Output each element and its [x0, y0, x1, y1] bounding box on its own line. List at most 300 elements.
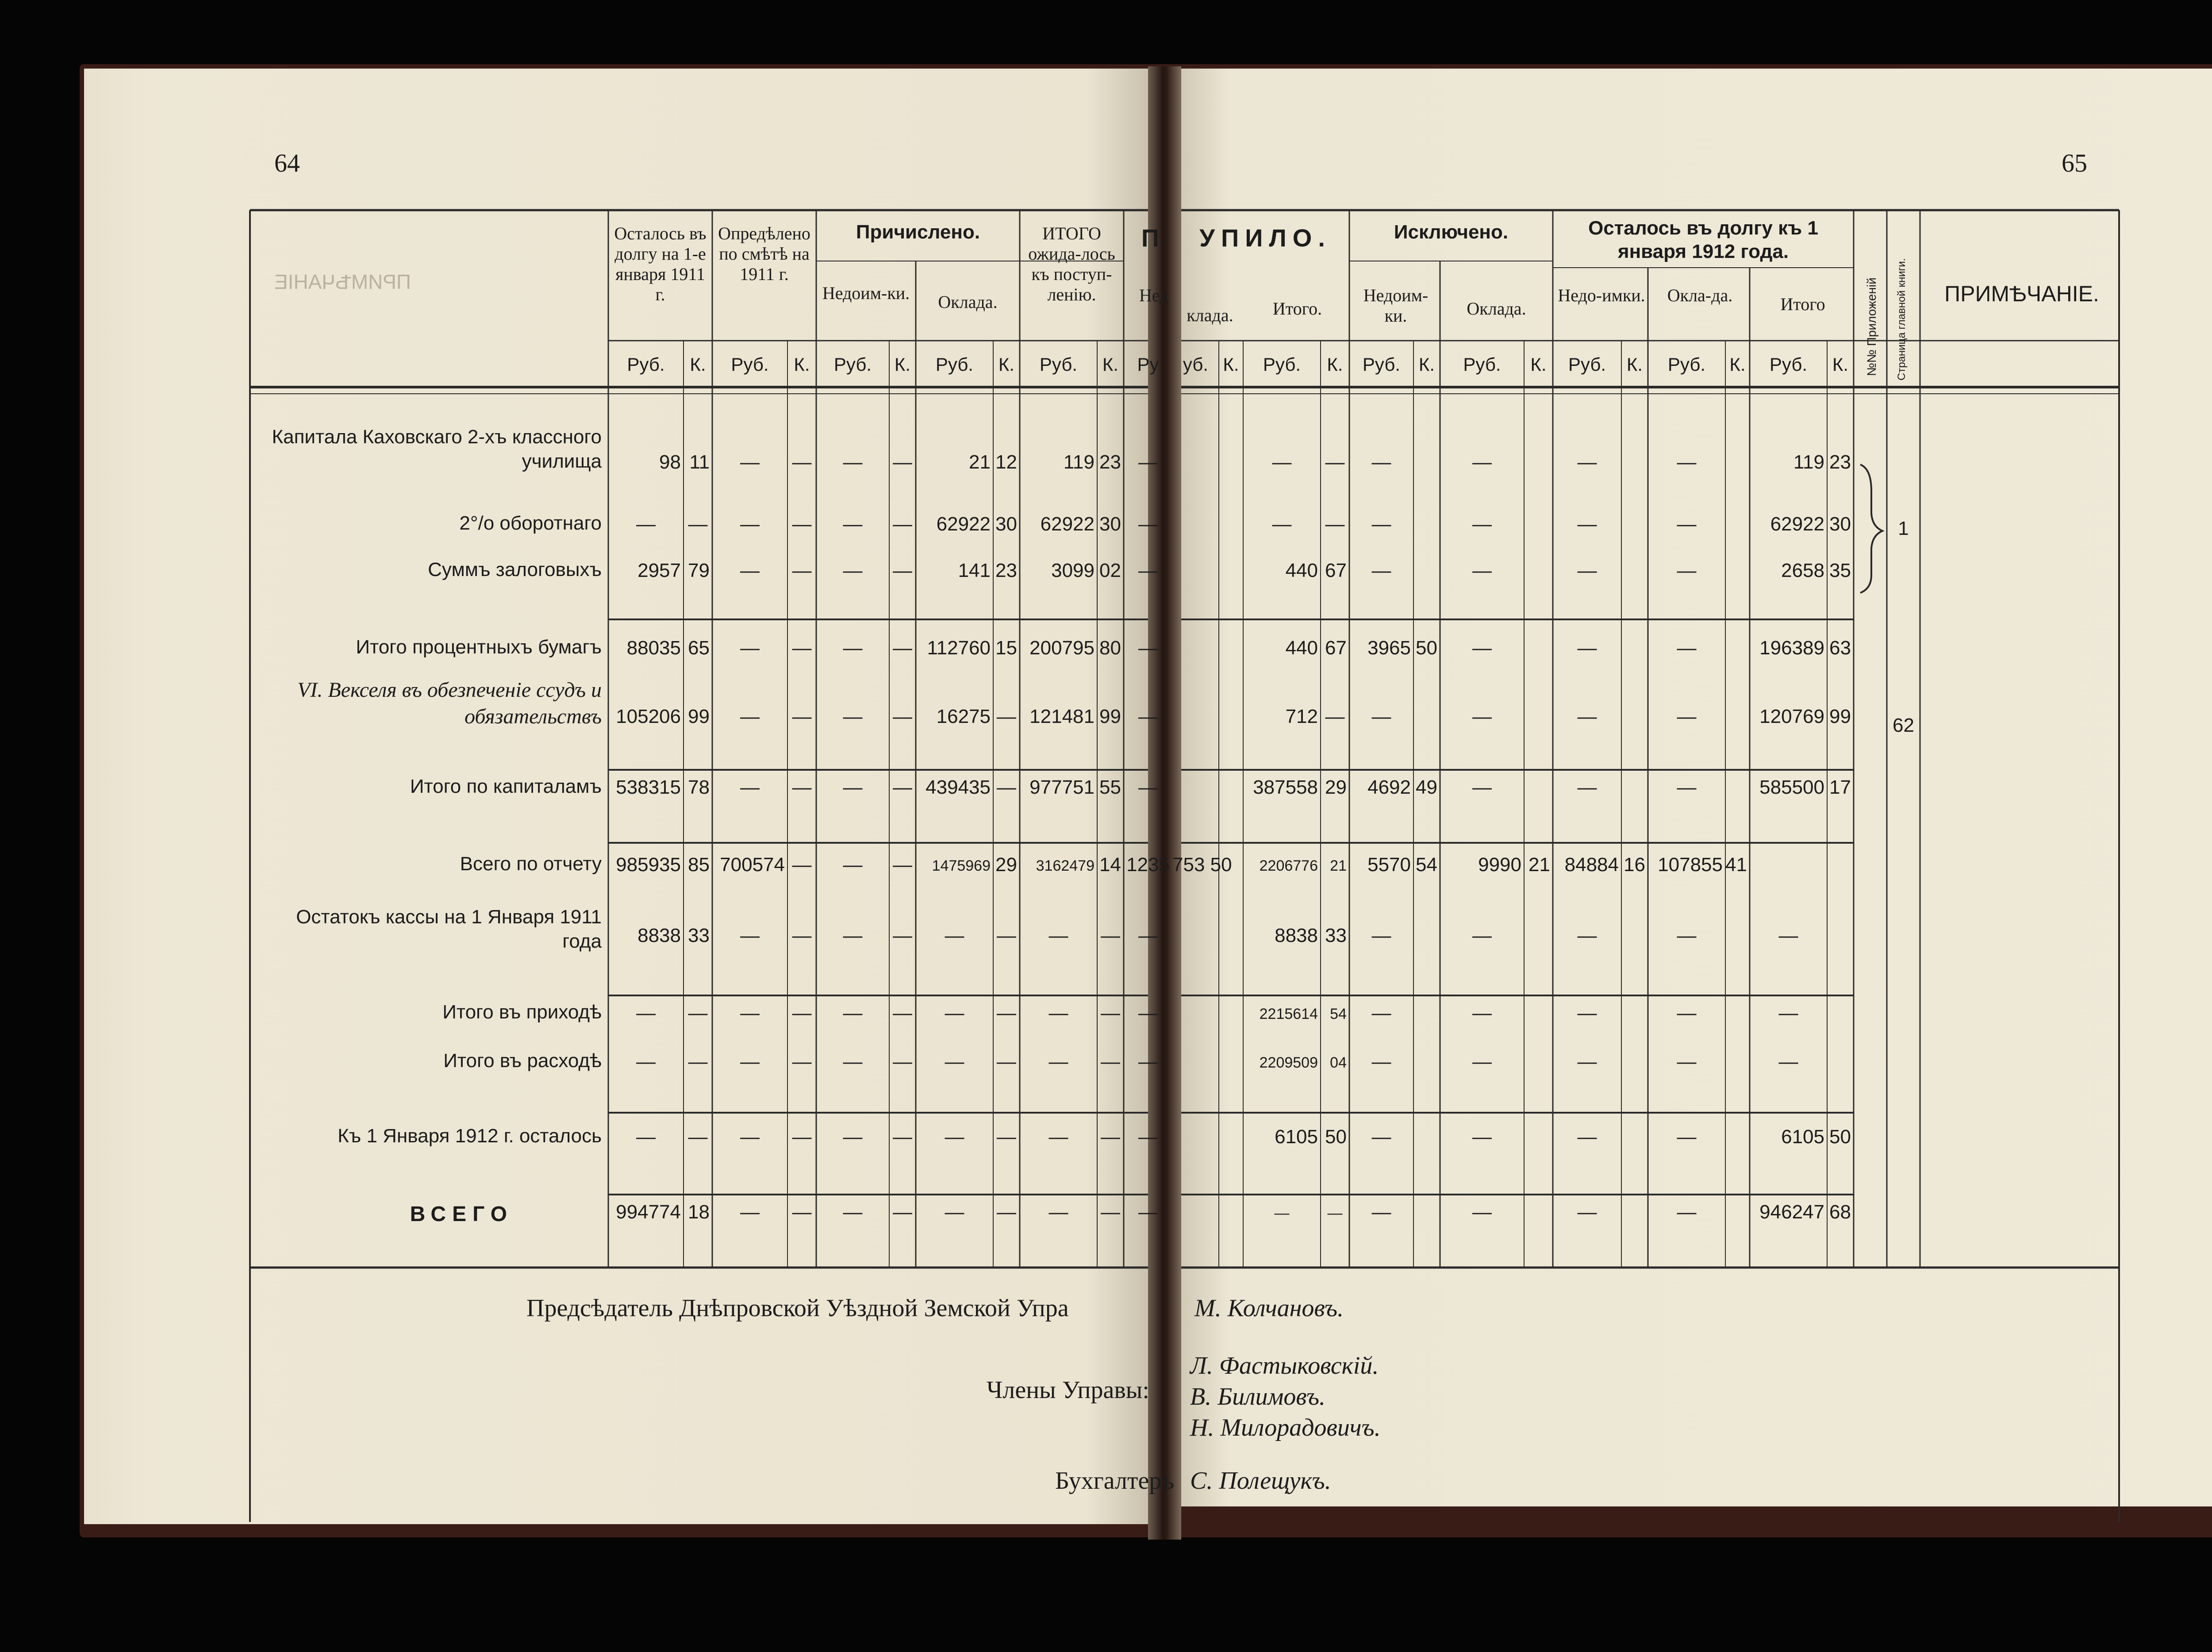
- chairman-name: М. Колчановъ.: [1194, 1295, 1344, 1322]
- unit-label: К.: [1729, 354, 1746, 375]
- table-cell: —: [945, 1002, 964, 1024]
- table-cell: —: [1138, 560, 1158, 581]
- table-cell: 23: [995, 560, 1017, 581]
- table-cell: 49: [1416, 776, 1437, 798]
- table-cell: —: [843, 451, 863, 473]
- table-cell: 68: [1829, 1201, 1851, 1223]
- table-cell: —: [1371, 451, 1391, 473]
- table-cell: —: [688, 1126, 708, 1148]
- table-cell: 54: [1416, 854, 1437, 876]
- table-cell: 387558: [1253, 776, 1318, 798]
- table-cell: 02: [1099, 560, 1121, 581]
- unit-label: Руб.: [1039, 354, 1078, 375]
- table-cell: —: [1274, 1205, 1290, 1222]
- table-cell: —: [792, 1126, 812, 1148]
- table-cell: 120769: [1759, 706, 1824, 727]
- table-cell: —: [843, 560, 863, 581]
- table-cell: 141: [958, 560, 991, 581]
- table-cell: —: [740, 1126, 760, 1148]
- member-1: Л. Фастыковскій.: [1190, 1352, 1379, 1379]
- table-cell: —: [1272, 513, 1292, 535]
- member-3: Н. Милорадовичъ.: [1190, 1414, 1381, 1441]
- row-label: 2°/о оборотнаго: [459, 512, 602, 534]
- table-cell: —: [843, 854, 863, 876]
- table-cell: —: [997, 1051, 1016, 1072]
- table-cell: —: [1577, 560, 1597, 581]
- header-oklada2: Окла-да.: [1667, 285, 1733, 305]
- table-cell: 2209509: [1259, 1054, 1318, 1071]
- table-cell: —: [1472, 1201, 1492, 1223]
- table-cell: —: [1472, 513, 1492, 535]
- table-cell: 439435: [926, 776, 991, 798]
- table-cell: —: [843, 776, 863, 798]
- table-cell: —: [1577, 513, 1597, 535]
- unit-label: Руб.: [627, 354, 665, 375]
- unit-label: Руб.: [833, 354, 872, 375]
- table-cell: 50: [1325, 1126, 1347, 1148]
- table-cell: 21: [1528, 854, 1550, 876]
- table-cell: —: [792, 560, 812, 581]
- header-postupilo-right: УПИЛО.: [1199, 224, 1331, 252]
- table-cell: —: [843, 1201, 863, 1223]
- table-cell: —: [1577, 925, 1597, 946]
- table-cell: 2215614: [1259, 1006, 1318, 1022]
- table-cell: —: [997, 776, 1016, 798]
- unit-label: К.: [1530, 354, 1547, 375]
- table-cell: 85: [688, 854, 710, 876]
- table-cell: 585500: [1759, 776, 1824, 798]
- table-cell: 121481: [1029, 706, 1094, 727]
- page-number-right: 65: [2062, 149, 2087, 177]
- table-cell: 16: [1624, 854, 1645, 876]
- table-cell: —: [1677, 1051, 1697, 1072]
- table-cell: 99: [1829, 706, 1851, 727]
- table-cell: —: [1371, 560, 1391, 581]
- table-cell: —: [1138, 637, 1158, 659]
- table-cell: 62922: [1770, 513, 1824, 535]
- header-nedoimki: Недоим-ки.: [822, 283, 910, 303]
- table-cell: 80: [1099, 637, 1121, 659]
- unit-label: Руб.: [1667, 354, 1706, 375]
- table-cell: —: [636, 513, 656, 535]
- table-cell: —: [740, 560, 760, 581]
- table-cell: 33: [1325, 925, 1347, 946]
- table-cell: —: [893, 451, 912, 473]
- table-cell: —: [1577, 1201, 1597, 1223]
- table-cell: —: [688, 1002, 708, 1024]
- table-cell: —: [945, 925, 964, 946]
- table-cell: —: [1048, 1126, 1068, 1148]
- table-cell: —: [1371, 925, 1391, 946]
- table-cell: —: [740, 451, 760, 473]
- table-cell: 538315: [616, 776, 681, 798]
- table-cell: —: [1677, 1002, 1697, 1024]
- table-cell: —: [636, 1002, 656, 1024]
- table-cell: 4692: [1367, 776, 1411, 798]
- table-cell: 440: [1285, 637, 1318, 659]
- table-cell: —: [740, 1002, 760, 1024]
- table-cell: 3965: [1367, 637, 1411, 659]
- header-isklyucheno: Исключено.: [1394, 221, 1509, 243]
- header-oklada-fragment: клада.: [1187, 305, 1233, 325]
- header-nedoimki-iskl: Недоим-ки.: [1363, 285, 1429, 326]
- table-cell: —: [1138, 925, 1158, 946]
- table-cell: —: [843, 706, 863, 727]
- table-cell: 99: [1099, 706, 1121, 727]
- table-cell: —: [1472, 560, 1492, 581]
- table-cell: 67: [1325, 637, 1347, 659]
- table-cell: 35: [1829, 560, 1851, 581]
- table-cell: —: [792, 1051, 812, 1072]
- table-cell: —: [1371, 1126, 1391, 1148]
- table-cell: 79: [688, 560, 710, 581]
- table-cell: 8838: [1275, 925, 1318, 946]
- unit-label: К.: [690, 354, 706, 375]
- table-cell: —: [740, 1201, 760, 1223]
- table-cell: 3162479: [1036, 857, 1094, 874]
- table-cell: 65: [688, 637, 710, 659]
- table-cell: —: [1138, 513, 1158, 535]
- table-cell: —: [1048, 1201, 1068, 1223]
- table-cell: —: [945, 1201, 964, 1223]
- table-cell: 1475969: [932, 857, 991, 874]
- table-cell: —: [1677, 706, 1697, 727]
- table-cell: —: [843, 637, 863, 659]
- table-cell: —: [843, 1002, 863, 1024]
- table-cell: —: [1677, 451, 1697, 473]
- table-cell: 29: [1325, 776, 1347, 798]
- table-cell: —: [1371, 706, 1391, 727]
- row-label: Итого процентныхъ бумагъ: [356, 636, 602, 658]
- header-stranica: Страница главной книги.: [1896, 258, 1908, 380]
- header-prilozh: №№ Приложеній: [1865, 277, 1878, 376]
- table-cell: —: [997, 1126, 1016, 1148]
- table-cell: 84884: [1564, 854, 1619, 876]
- table-cell: —: [1101, 1201, 1120, 1223]
- table-cell: —: [843, 1126, 863, 1148]
- table-cell: —: [1101, 1126, 1120, 1148]
- table-cell: —: [792, 513, 812, 535]
- table-cell: —: [1577, 637, 1597, 659]
- table-cell: —: [893, 637, 912, 659]
- table-cell: —: [1472, 1051, 1492, 1072]
- unit-label: К.: [1102, 354, 1119, 375]
- row-label: ВСЕГО: [410, 1203, 513, 1226]
- table-cell: 17: [1829, 776, 1851, 798]
- table-cell: —: [792, 451, 812, 473]
- unit-label: К.: [1223, 354, 1239, 375]
- table-cell: —: [1327, 1205, 1343, 1222]
- unit-label: Руб.: [1463, 354, 1501, 375]
- table-cell: 30: [1829, 513, 1851, 535]
- table-cell: —: [1677, 776, 1697, 798]
- table-cell: —: [792, 925, 812, 946]
- table-cell: —: [1048, 925, 1068, 946]
- table-cell: 753 50: [1172, 854, 1232, 876]
- table-cell: —: [1677, 560, 1697, 581]
- table-cell: —: [1371, 513, 1391, 535]
- unit-label: Руб.: [1769, 354, 1808, 375]
- table-cell: 50: [1829, 1126, 1851, 1148]
- table-cell: 8838: [637, 925, 681, 946]
- table-cell: —: [792, 776, 812, 798]
- table-cell: —: [1138, 776, 1158, 798]
- row-label: Остатокъ кассы на 1 Января 1911 года: [296, 906, 602, 952]
- table-cell: —: [893, 776, 912, 798]
- table-cell: 23: [1829, 451, 1851, 473]
- table-cell: —: [893, 706, 912, 727]
- header-nedoimki2: Недо-имки.: [1558, 285, 1645, 305]
- table-cell: 119: [1793, 451, 1824, 473]
- header-prichisleno: Причислено.: [856, 221, 980, 243]
- header-itogo: Итого.: [1272, 299, 1322, 319]
- table-cell: —: [893, 854, 912, 876]
- table-cell: —: [792, 1201, 812, 1223]
- table-cell: —: [843, 1051, 863, 1072]
- table-cell: —: [1272, 451, 1292, 473]
- table-cell: —: [740, 1051, 760, 1072]
- table-cell: —: [740, 637, 760, 659]
- table-cell: —: [792, 706, 812, 727]
- table-cell: —: [636, 1051, 656, 1072]
- table-cell: —: [1472, 706, 1492, 727]
- table-cell: —: [945, 1126, 964, 1148]
- unit-label: Ру: [1137, 354, 1159, 375]
- row-label: VI. Векселя въ обезпеченіе ссудъ и обязательствъ: [297, 678, 602, 728]
- table-cell: 55: [1099, 776, 1121, 798]
- table-cell: 119: [1063, 451, 1094, 473]
- table-cell: 29: [995, 854, 1017, 876]
- row-label: Всего по отчету: [460, 853, 602, 875]
- header-ned-fragment: Нед: [1139, 285, 1169, 305]
- table-cell: 18: [688, 1201, 710, 1223]
- row-label: Къ 1 Января 1912 г. осталось: [338, 1125, 602, 1147]
- unit-label: К.: [1832, 354, 1849, 375]
- table-cell: —: [1778, 925, 1798, 946]
- table-cell: 994774: [616, 1201, 681, 1223]
- table-cell: —: [1472, 1002, 1492, 1024]
- table-cell: 62922: [936, 513, 991, 535]
- table-cell: —: [843, 513, 863, 535]
- table-cell: —: [1325, 706, 1345, 727]
- table-cell: —: [1371, 1002, 1391, 1024]
- table-cell: 985935: [616, 854, 681, 876]
- table-cell: —: [1138, 706, 1158, 727]
- table-cell: 21: [969, 451, 991, 473]
- unit-label: К.: [1327, 354, 1343, 375]
- table-cell: 98: [659, 451, 681, 473]
- prilozh-value: 1: [1898, 518, 1909, 539]
- table-cell: —: [792, 854, 812, 876]
- table-cell: 196389: [1759, 637, 1824, 659]
- table-cell: 200795: [1029, 637, 1094, 659]
- table-cell: —: [1325, 451, 1345, 473]
- unit-label: К.: [1626, 354, 1643, 375]
- table-cell: —: [893, 1126, 912, 1148]
- header-itogo-ozhid: ИТОГО ожида-лось къ поступ-ленію.: [1028, 223, 1115, 304]
- table-cell: 440: [1285, 560, 1318, 581]
- table-cell: 15: [995, 637, 1017, 659]
- table-cell: —: [893, 1051, 912, 1072]
- table-cell: —: [792, 1002, 812, 1024]
- table-cell: —: [1048, 1051, 1068, 1072]
- table-cell: 9990: [1478, 854, 1521, 876]
- accountant-name: С. Полещукъ.: [1190, 1467, 1331, 1494]
- page-number-left: 64: [274, 149, 300, 177]
- table-cell: 107855: [1658, 854, 1723, 876]
- header-ostalos-1912: Осталось въ долгу къ 1 января 1912 года.: [1588, 217, 1818, 262]
- table-cell: —: [893, 560, 912, 581]
- table-cell: 99: [688, 706, 710, 727]
- table-cell: —: [1138, 1201, 1158, 1223]
- row-label: Итого въ расходѣ: [443, 1050, 602, 1072]
- table-cell: 1235: [1126, 854, 1170, 876]
- table-cell: 16275: [936, 706, 991, 727]
- table-cell: 2206776: [1259, 857, 1318, 874]
- table-cell: 63: [1829, 637, 1851, 659]
- unit-label: уб.: [1183, 354, 1209, 375]
- table-cell: 6105: [1781, 1126, 1824, 1148]
- table-cell: —: [1472, 451, 1492, 473]
- table-cell: —: [1778, 1051, 1798, 1072]
- table-cell: —: [792, 637, 812, 659]
- unit-label: Руб.: [935, 354, 974, 375]
- table-cell: —: [893, 1002, 912, 1024]
- table-cell: —: [1472, 776, 1492, 798]
- table-cell: —: [1778, 1002, 1798, 1024]
- table-cell: —: [1577, 451, 1597, 473]
- table-cell: —: [688, 513, 708, 535]
- table-cell: —: [740, 776, 760, 798]
- table-cell: —: [1138, 1002, 1158, 1024]
- table-cell: —: [997, 706, 1016, 727]
- table-cell: —: [893, 1201, 912, 1223]
- table-cell: —: [1101, 1051, 1120, 1072]
- table-cell: —: [1577, 1051, 1597, 1072]
- table-cell: —: [1138, 1051, 1158, 1072]
- bleed-through-text: ПРИМѢЧАНІЕ: [274, 270, 411, 293]
- table-cell: 977751: [1029, 776, 1094, 798]
- table-cell: —: [1472, 1126, 1492, 1148]
- table-cell: 946247: [1759, 1201, 1824, 1223]
- header-primechanie: ПРИМѢЧАНІЕ.: [1944, 281, 2099, 306]
- unit-label: К.: [894, 354, 911, 375]
- table-cell: 112760: [927, 637, 991, 659]
- header-opredeleno: Опредѣлено по смѣтѣ на 1911 г.: [718, 223, 810, 284]
- table-cell: —: [1577, 1126, 1597, 1148]
- table-cell: —: [1472, 925, 1492, 946]
- row-label: Капитала Каховскаго 2-хъ классного училища: [272, 426, 602, 472]
- table-cell: 6105: [1275, 1126, 1318, 1148]
- table-cell: —: [740, 513, 760, 535]
- members-title: Члены Управы:: [987, 1376, 1149, 1404]
- table-cell: —: [1325, 513, 1345, 535]
- unit-label: К.: [794, 354, 810, 375]
- row-label: Суммъ залоговыхъ: [428, 559, 602, 580]
- table-cell: 11: [689, 451, 710, 473]
- table-cell: 105206: [616, 706, 681, 727]
- header-oklada-iskl: Оклада.: [1467, 299, 1526, 319]
- table-cell: —: [1371, 1051, 1391, 1072]
- table-cell: —: [1138, 451, 1158, 473]
- table-cell: —: [1677, 925, 1697, 946]
- header-postupilo-left: П: [1141, 224, 1160, 252]
- accountant-title: Бухгалтеръ: [1055, 1467, 1175, 1494]
- unit-label: Руб.: [1263, 354, 1301, 375]
- table-cell: 50: [1416, 637, 1437, 659]
- table-cell: —: [997, 1002, 1016, 1024]
- table-cell: —: [636, 1126, 656, 1148]
- table-cell: 04: [1330, 1054, 1347, 1071]
- table-cell: —: [893, 513, 912, 535]
- table-cell: 41: [1725, 854, 1747, 876]
- table-cell: —: [1577, 776, 1597, 798]
- table-cell: —: [893, 925, 912, 946]
- stranica-value: 62: [1893, 715, 1914, 736]
- table-cell: —: [740, 925, 760, 946]
- table-cell: 712: [1285, 706, 1318, 727]
- table-cell: 88035: [626, 637, 681, 659]
- table-cell: —: [1677, 637, 1697, 659]
- table-cell: —: [740, 706, 760, 727]
- table-cell: 5570: [1367, 854, 1411, 876]
- member-2: В. Билимовъ.: [1190, 1383, 1326, 1410]
- unit-label: К.: [1418, 354, 1435, 375]
- table-cell: 67: [1325, 560, 1347, 581]
- table-cell: —: [1677, 1126, 1697, 1148]
- table-cell: 54: [1330, 1006, 1347, 1022]
- table-cell: —: [1101, 1002, 1120, 1024]
- table-cell: 700574: [720, 854, 785, 876]
- table-cell: —: [1577, 1002, 1597, 1024]
- unit-label: Руб.: [1568, 354, 1606, 375]
- unit-label: К.: [998, 354, 1015, 375]
- unit-label: Руб.: [731, 354, 769, 375]
- table-cell: 33: [688, 925, 710, 946]
- table-cell: —: [688, 1051, 708, 1072]
- table-cell: —: [997, 925, 1016, 946]
- table-cell: 30: [1099, 513, 1121, 535]
- table-cell: 62922: [1040, 513, 1094, 535]
- table-cell: —: [997, 1201, 1016, 1223]
- header-itogo2: Итого: [1780, 294, 1825, 314]
- table-cell: —: [1138, 1126, 1158, 1148]
- row-label: Итого въ приходѣ: [442, 1001, 602, 1023]
- row-label: Итого по капиталамъ: [410, 776, 602, 797]
- table-cell: 14: [1099, 854, 1121, 876]
- table-cell: —: [1677, 1201, 1697, 1223]
- table-cell: —: [1577, 706, 1597, 727]
- table-cell: —: [1677, 513, 1697, 535]
- table-cell: —: [1472, 637, 1492, 659]
- header-oklada: Оклада.: [938, 292, 998, 312]
- table-cell: 78: [688, 776, 710, 798]
- table-cell: 21: [1330, 857, 1347, 874]
- table-cell: —: [843, 925, 863, 946]
- table-cell: —: [1048, 1002, 1068, 1024]
- chairman-title: Предсѣдатель Днѣпровской Уѣздной Земской Упра: [526, 1295, 1069, 1322]
- header-ostalos-1911: Осталось въ долгу на 1-е января 1911 г.: [614, 223, 707, 304]
- unit-label: Руб.: [1362, 354, 1401, 375]
- table-cell: —: [945, 1051, 964, 1072]
- table-cell: 2957: [637, 560, 681, 581]
- table-cell: —: [1371, 1201, 1391, 1223]
- table-cell: 30: [995, 513, 1017, 535]
- table-cell: 12: [995, 451, 1017, 473]
- table-cell: 3099: [1051, 560, 1094, 581]
- table-cell: —: [1101, 925, 1120, 946]
- table-cell: 23: [1099, 451, 1121, 473]
